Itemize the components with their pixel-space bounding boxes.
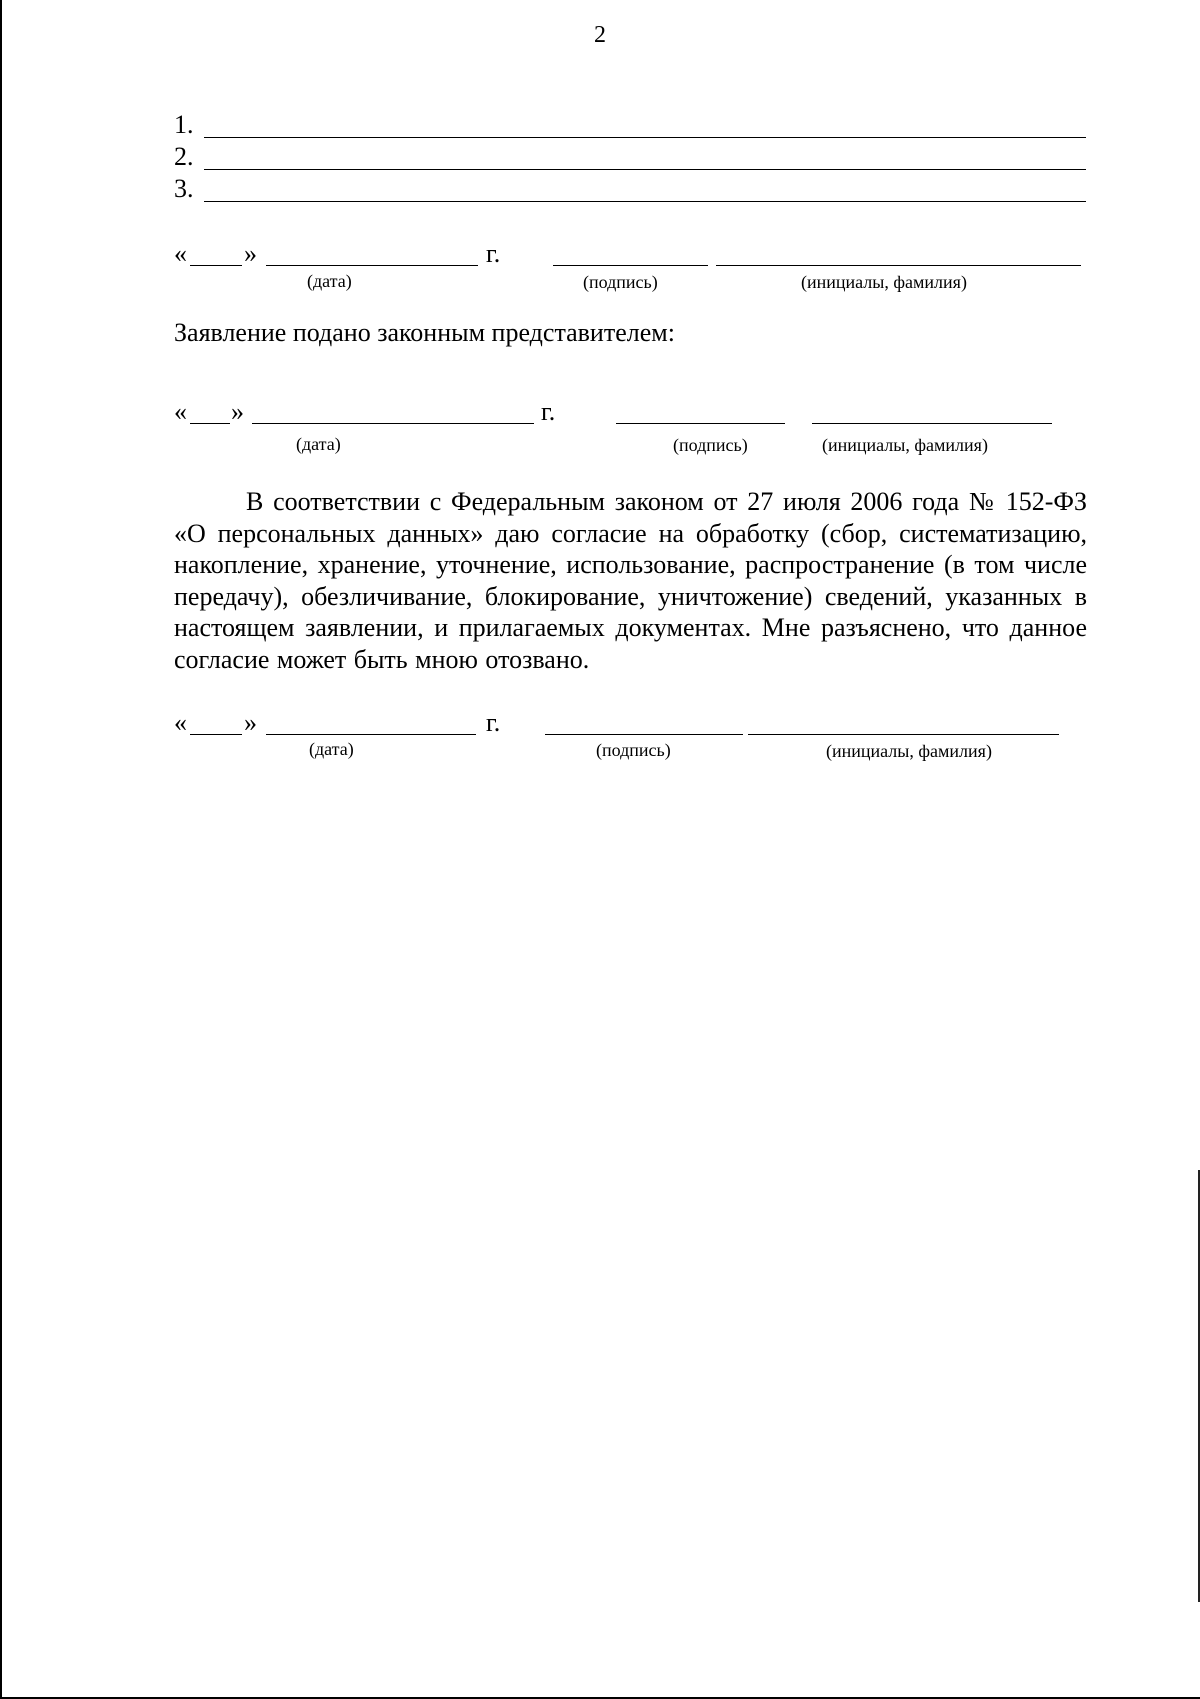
date-caption: (дата)	[307, 271, 352, 291]
name-caption: (инициалы, фамилия)	[826, 741, 992, 761]
day-blank[interactable]	[190, 423, 230, 424]
numbered-line-3[interactable]	[174, 172, 1086, 202]
date-blank[interactable]	[266, 734, 476, 735]
signature-blank[interactable]	[553, 265, 708, 266]
line-number: 1.	[174, 110, 194, 139]
signature-caption: (подпись)	[673, 435, 748, 455]
date-blank[interactable]	[252, 423, 534, 424]
numbered-line-1[interactable]	[174, 108, 1086, 138]
name-blank[interactable]	[748, 734, 1059, 735]
open-quote: «	[174, 397, 187, 426]
blank-line-rule	[204, 137, 1086, 138]
close-quote: »	[244, 239, 257, 268]
signature-blank[interactable]	[545, 734, 743, 735]
close-quote: »	[244, 708, 257, 737]
name-caption: (инициалы, фамилия)	[801, 272, 967, 292]
year-suffix: г.	[486, 708, 501, 737]
consent-paragraph: В соответствии с Федеральным законом от 27 июля 2006 года № 152-ФЗ «О персональных данных» даю согласие на обработку (сбор, систематизацию, накопление, хранение, уточнение, использование, распространение (в том числе передачу), обезличивание, блокирование, уничтожение) сведений, указанных в настоящем заявлении, и прилагаемых документах. Мне разъяснено, что данное согласие может быть мною отозвано.	[174, 487, 1087, 674]
blank-line-rule	[204, 201, 1086, 202]
name-blank[interactable]	[812, 423, 1052, 424]
date-blank[interactable]	[266, 265, 478, 266]
signature-caption: (подпись)	[583, 272, 658, 292]
blank-line-rule	[204, 169, 1086, 170]
date-caption: (дата)	[309, 739, 354, 759]
day-blank[interactable]	[190, 734, 242, 735]
signature-blank[interactable]	[616, 423, 785, 424]
representative-statement: Заявление подано законным представителем:	[174, 318, 675, 347]
name-blank[interactable]	[716, 265, 1081, 266]
line-number: 3.	[174, 174, 194, 203]
day-blank[interactable]	[190, 265, 242, 266]
numbered-line-2[interactable]	[174, 140, 1086, 170]
name-caption: (инициалы, фамилия)	[822, 435, 988, 455]
line-number: 2.	[174, 142, 194, 171]
page-number: 2	[594, 22, 606, 48]
signature-caption: (подпись)	[596, 740, 671, 760]
date-caption: (дата)	[296, 434, 341, 454]
year-suffix: г.	[486, 239, 501, 268]
year-suffix: г.	[541, 397, 556, 426]
open-quote: «	[174, 239, 187, 268]
close-quote: »	[231, 397, 244, 426]
page-left-edge	[0, 0, 2, 1699]
open-quote: «	[174, 708, 187, 737]
